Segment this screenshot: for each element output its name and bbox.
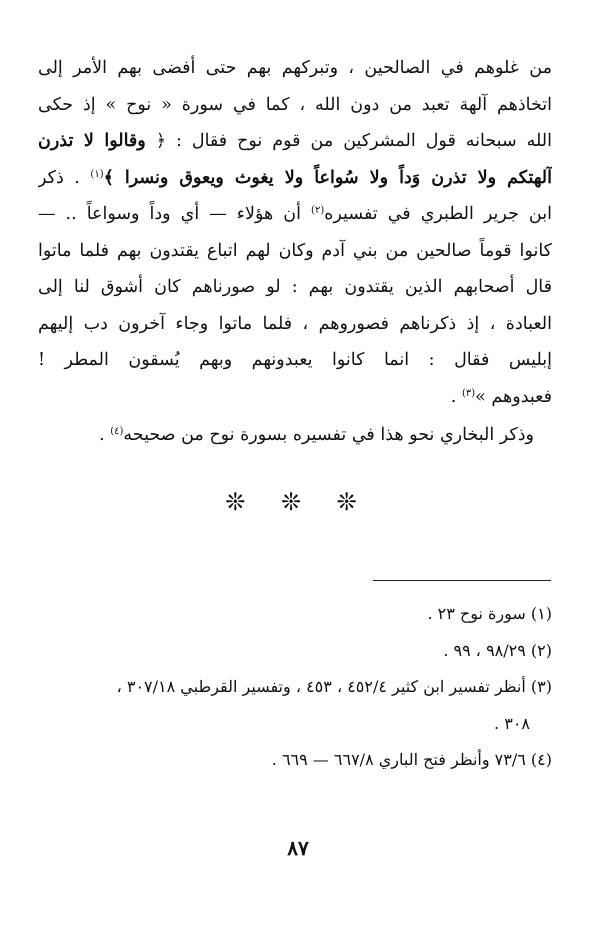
text-segment: الله سبحانه قول المشركين من قوم نوح فقال : ﴿ [155,131,552,151]
quran-verse-bold: آلهتكم ولا تذرن وَداً ولا سُواعاً ولا يغوث ويعوق ونسرا ﴾ [103,167,552,188]
footnote-item: (٣) أنظر تفسير ابن كثير ٤٥٢/٤ ، ٤٥٣ ، وتفسير القرطبي ٣٠٧/١٨ ، [116,677,552,696]
footnote-item: (٢) ٩٨/٢٩ ، ٩٩ . [443,640,552,660]
footnote-marker: (٣) [461,387,476,399]
main-paragraph [38,50,552,415]
text-segment: ابن جرير الطبري في تفسيره [324,204,552,224]
text-line: اتخاذهم آلهة تعبد من دون الله ، كما في سورة « نوح » إذ حكى [38,94,552,115]
text-line: قال أصحابهم الذين يقتدون بهم : لو صورناهم كان أشوق لنا إلى [38,277,552,297]
text-segment: . [450,386,457,407]
footnote-continuation: ٣٠٨ . [494,713,530,733]
text-line [38,379,552,416]
text-line: العبادة ، إذ ذكرناهم فصوروهم ، فلما ماتوا وجاء آخرون دب إليهم [38,313,552,334]
footnote-item: (٤) ٧٣/٦ وأنظر فتح الباري ٦٦٧/٨ — ٦٦٩ . [271,750,552,769]
footnote-marker: (٢) [311,205,325,216]
section-separator: ❊ ❊ ❊ [225,488,371,516]
text-segment: وذكر البخاري نحو هذا في تفسيره بسورة نوح من صحيحه [123,425,534,445]
text-segment: أن هؤلاء — أي وداً وسواعاً .. — [38,204,301,224]
page-number: ٨٧ [287,836,309,860]
text-line [38,160,552,197]
text-segment: فعبدوهم » [475,386,552,407]
closing-sentence [38,417,552,453]
footnote-marker: (١) [90,168,104,180]
text-line [38,196,552,233]
footnote-rule [373,580,551,581]
quran-verse-bold: وقالوا لا تذرن [38,131,146,151]
text-line: كانوا قوماً صالحين من بني آدم وكان لهم اتباع يقتدون بهم فلما ماتوا [38,240,552,261]
text-line: إبليس فقال : انما كانوا يعبدونهم وبهم يُسقون المطر ! [38,350,552,370]
footnote-item: (١) سورة نوح ٢٣ . [427,604,552,623]
text-segment: . ذكر [38,167,80,188]
text-segment: . [99,425,105,445]
footnotes [30,596,552,779]
text-line [38,123,552,160]
text-line: من غلوهم في الصالحين ، وتبركهم بهم حتى أفضى بهم الأمر إلى [38,58,552,78]
footnote-marker: (٤) [110,426,124,437]
